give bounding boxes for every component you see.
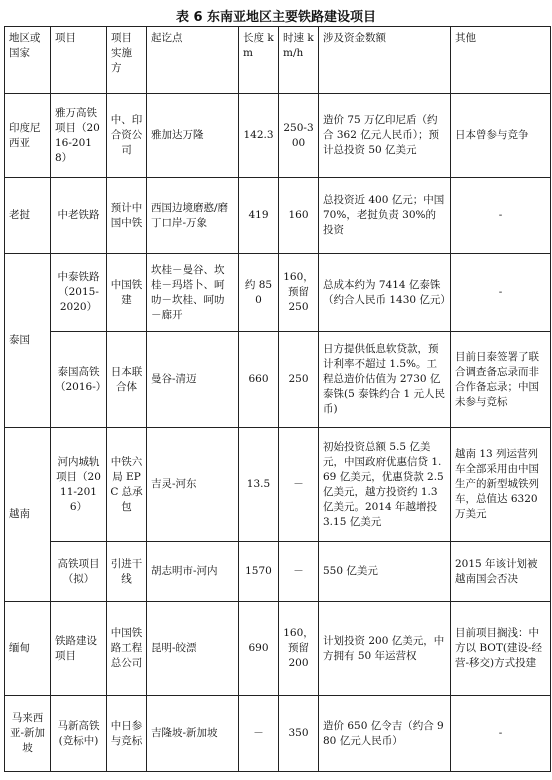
table-row <box>5 94 551 178</box>
table-row <box>5 696 551 772</box>
cell-route: 西国边境磨憨/磨丁口岸-万象 <box>147 178 239 254</box>
header-length: 长度 km <box>239 27 279 94</box>
cell-project: 中老铁路 <box>51 178 107 254</box>
table-row <box>5 428 551 542</box>
cell-route: 胡志明市-河内 <box>147 542 239 602</box>
cell-route: 吉隆坡-新加坡 <box>147 696 239 772</box>
cell-speed: 160，预留 250 <box>279 254 319 332</box>
table-row <box>5 254 551 332</box>
cell-speed: － <box>279 542 319 602</box>
header-route: 起讫点 <box>147 27 239 94</box>
header-executor: 项目实施方 <box>107 27 147 94</box>
cell-speed: 250 <box>279 332 319 428</box>
cell-speed: 350 <box>279 696 319 772</box>
cell-region: 马来西亚-新加坡 <box>5 696 51 772</box>
cell-route: 昆明-皎漂 <box>147 602 239 696</box>
cell-funding: 总成本约为 7414 亿泰铢（约合人民币 1430 亿元） <box>319 254 451 332</box>
cell-region: 老挝 <box>5 178 51 254</box>
cell-length: 419 <box>239 178 279 254</box>
cell-speed: － <box>279 428 319 542</box>
cell-project: 河内城轨项目（2011-2016） <box>51 428 107 542</box>
cell-project: 泰国高铁（2016-） <box>51 332 107 428</box>
cell-funding: 日方提供低息软贷款，预计利率不超过 1.5%。工程总造价估值为 2730 亿泰铢(5 泰铢约合 1 元人民币) <box>319 332 451 428</box>
header-row <box>5 27 551 94</box>
cell-funding: 造价 75 万亿印尼盾（约合 362 亿元人民币）；预计总投资 50 亿美元 <box>319 94 451 178</box>
cell-route: 坎桂－曼谷、坎桂－玛塔卜、呵叻－坎桂、呵叻－廊开 <box>147 254 239 332</box>
cell-length: 142.3 <box>239 94 279 178</box>
cell-executor: 日本联合体 <box>107 332 147 428</box>
railway-projects-table <box>4 26 551 772</box>
table-row <box>5 602 551 696</box>
cell-route: 雅加达万隆 <box>147 94 239 178</box>
cell-project: 铁路建设项目 <box>51 602 107 696</box>
cell-project: 马新高铁(竞标中) <box>51 696 107 772</box>
header-funding: 涉及资金数额 <box>319 27 451 94</box>
table-row <box>5 542 551 602</box>
cell-length: 690 <box>239 602 279 696</box>
cell-other: 目前项目搁浅：中方以 BOT(建设-经营-移交)方式投建 <box>451 602 551 696</box>
cell-funding: 计划投资 200 亿美元，中方拥有 50 年运营权 <box>319 602 451 696</box>
cell-other: - <box>451 178 551 254</box>
cell-funding: 550 亿美元 <box>319 542 451 602</box>
cell-length: 660 <box>239 332 279 428</box>
cell-executor: 中铁六局 EPC 总承包 <box>107 428 147 542</box>
header-region: 地区或国家 <box>5 27 51 94</box>
cell-project: 高铁项目（拟） <box>51 542 107 602</box>
cell-funding: 初始投资总额 5.5 亿美元，中国政府优惠信贷 1.69 亿美元，优惠贷款 2.5 亿美元，越方投资约 1.3 亿美元。2014 年越增投 3.15 亿美元 <box>319 428 451 542</box>
cell-executor: 中日参与竞标 <box>107 696 147 772</box>
table-title: 表 6 东南亚地区主要铁路建设项目 <box>175 10 377 25</box>
table-row <box>5 332 551 428</box>
cell-length: 13.5 <box>239 428 279 542</box>
cell-speed: 160 <box>279 178 319 254</box>
table-row <box>5 178 551 254</box>
cell-length: 1570 <box>239 542 279 602</box>
cell-project: 雅万高铁项目（2016-2018） <box>51 94 107 178</box>
cell-other: 目前日泰签署了联合调查备忘录而非合作备忘录；中国未参与竞标 <box>451 332 551 428</box>
cell-other: 日本曾参与竞争 <box>451 94 551 178</box>
cell-other: - <box>451 254 551 332</box>
header-speed: 时速 km/h <box>279 27 319 94</box>
cell-region: 印度尼西亚 <box>5 94 51 178</box>
cell-other: - <box>451 696 551 772</box>
header-project: 项目 <box>51 27 107 94</box>
cell-executor: 引进干线 <box>107 542 147 602</box>
cell-other: 越南 13 列运营列车全部采用由中国生产的新型城铁列车，总值达 6320 万美元 <box>451 428 551 542</box>
cell-length: 约 850 <box>239 254 279 332</box>
cell-executor: 中国铁建 <box>107 254 147 332</box>
cell-length: － <box>239 696 279 772</box>
cell-region: 缅甸 <box>5 602 51 696</box>
cell-other: 2015 年该计划被越南国会否决 <box>451 542 551 602</box>
cell-route: 曼谷-清迈 <box>147 332 239 428</box>
cell-executor: 中国铁路工程总公司 <box>107 602 147 696</box>
cell-project: 中泰铁路（2015-2020） <box>51 254 107 332</box>
cell-funding: 总投资近 400 亿元；中国 70%，老挝负责 30%的投资 <box>319 178 451 254</box>
cell-executor: 预计中国中铁 <box>107 178 147 254</box>
cell-route: 吉灵-河东 <box>147 428 239 542</box>
cell-speed: 250-300 <box>279 94 319 178</box>
header-other: 其他 <box>451 27 551 94</box>
cell-speed: 160，预留 200 <box>279 602 319 696</box>
cell-region: 泰国 <box>5 254 51 428</box>
cell-region: 越南 <box>5 428 51 602</box>
cell-funding: 造价 650 亿令吉（约合 980 亿元人民币） <box>319 696 451 772</box>
cell-executor: 中、印合资公司 <box>107 94 147 178</box>
